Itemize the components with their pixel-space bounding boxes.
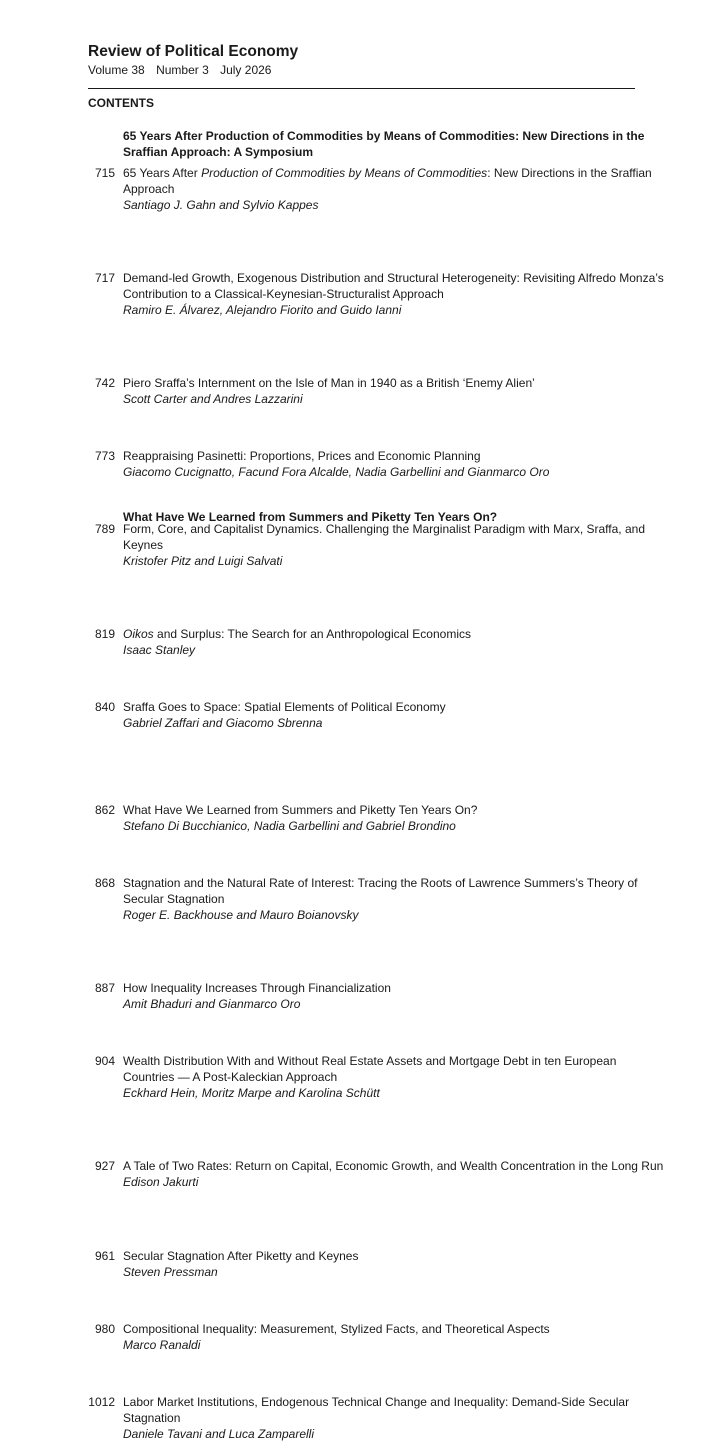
- page-number: 868: [94, 876, 115, 890]
- article-title[interactable]: Stagnation and the Natural Rate of Interest: Tracing the Roots of Lawrence Summers’s Theory of Secular Stagnation: [123, 876, 638, 906]
- article-title[interactable]: What Have We Learned from Summers and Piketty Ten Years On?: [123, 803, 478, 817]
- toc-entry[interactable]: [88, 1248, 670, 1280]
- article-title[interactable]: Compositional Inequality: Measurement, Stylized Facts, and Theoretical Aspects: [123, 1322, 550, 1336]
- article-title[interactable]: A Tale of Two Rates: Return on Capital, Economic Growth, and Wealth Concentration in the Long Run: [123, 1159, 664, 1173]
- page-number: 717: [94, 271, 115, 285]
- page-number: 789: [94, 522, 115, 536]
- toc-entry[interactable]: [88, 1394, 670, 1442]
- page-number: 715: [94, 166, 115, 180]
- page-number: 862: [94, 803, 115, 817]
- article-authors: Steven Pressman: [123, 1265, 218, 1279]
- number: Number 3: [156, 63, 209, 77]
- article-title[interactable]: Demand-led Growth, Exogenous Distribution and Structural Heterogeneity: Revisiting Alfredo Monza’s Contribution to a Classical-Keynesian-Structuralist Approach: [123, 271, 664, 301]
- page-number: 742: [94, 376, 115, 390]
- page-number: 840: [94, 700, 115, 714]
- issue-date: July 2026: [220, 63, 272, 77]
- toc-entry[interactable]: [88, 980, 670, 1012]
- article-authors: Kristofer Pitz and Luigi Salvati: [123, 554, 283, 568]
- article-authors: Marco Ranaldi: [123, 1338, 201, 1352]
- article-title[interactable]: Wealth Distribution With and Without Real Estate Assets and Mortgage Debt in ten European Countries — A Post-Kaleckian Approach: [123, 1054, 617, 1084]
- article-title[interactable]: Labor Market Institutions, Endogenous Technical Change and Inequality: Demand-Side Secular Stagnation: [123, 1395, 630, 1425]
- header-rule: [88, 88, 635, 89]
- page-number: 927: [94, 1159, 115, 1173]
- article-authors: Roger E. Backhouse and Mauro Boianovsky: [123, 908, 359, 922]
- section-heading: 65 Years After Production of Commodities by Means of Commodities: New Directions in the Sraffian Approach: A Symposium: [123, 129, 645, 159]
- toc-entry[interactable]: [88, 521, 670, 569]
- toc-entry[interactable]: [88, 448, 670, 480]
- article-title[interactable]: How Inequality Increases Through Financialization: [123, 981, 391, 995]
- toc-entry[interactable]: [88, 1321, 670, 1353]
- page-number: 961: [94, 1249, 115, 1263]
- article-authors: Daniele Tavani and Luca Zamparelli: [123, 1427, 315, 1441]
- page-number: 887: [94, 981, 115, 995]
- page-number: 819: [94, 627, 115, 641]
- page-number: 1012: [88, 1395, 115, 1409]
- toc-entry[interactable]: [88, 375, 670, 407]
- article-title[interactable]: 65 Years After Production of Commodities by Means of Commodities: New Directions in the Sraffian Approach: [123, 166, 652, 196]
- article-title[interactable]: Form, Core, and Capitalist Dynamics. Challenging the Marginalist Paradigm with Marx, Sraffa, and Keynes: [123, 522, 645, 552]
- article-authors: Stefano Di Bucchianico, Nadia Garbellini and Gabriel Brondino: [123, 819, 456, 833]
- journal-title: Review of Political Economy: [88, 43, 299, 60]
- page-number: 980: [94, 1322, 115, 1336]
- toc-entry[interactable]: [88, 165, 670, 213]
- toc-entry[interactable]: [88, 270, 670, 318]
- toc-entry[interactable]: [88, 626, 670, 658]
- article-title[interactable]: Piero Sraffa’s Internment on the Isle of Man in 1940 as a British ‘Enemy Alien’: [123, 376, 535, 390]
- section-heading: What Have We Learned from Summers and Piketty Ten Years On?: [123, 510, 498, 524]
- article-title[interactable]: Secular Stagnation After Piketty and Keynes: [123, 1249, 359, 1263]
- article-authors: Ramiro E. Álvarez, Alejandro Fiorito and Guido Ianni: [123, 303, 402, 317]
- issue-line: [88, 63, 279, 77]
- toc-entry[interactable]: [88, 1158, 670, 1190]
- article-authors: Scott Carter and Andres Lazzarini: [123, 392, 303, 406]
- article-authors: Isaac Stanley: [123, 643, 196, 657]
- article-authors: Santiago J. Gahn and Sylvio Kappes: [123, 198, 319, 212]
- article-authors: Gabriel Zaffari and Giacomo Sbrenna: [123, 716, 323, 730]
- contents-heading: CONTENTS: [88, 96, 154, 110]
- article-authors: Giacomo Cucignatto, Facund Fora Alcalde, Nadia Garbellini and Gianmarco Oro: [123, 465, 550, 479]
- article-authors: Edison Jakurti: [123, 1175, 199, 1189]
- toc-page: [88, 0, 664, 1441]
- page-number: 904: [94, 1054, 115, 1068]
- toc-entry[interactable]: [88, 1053, 670, 1101]
- volume: Volume 38: [88, 63, 145, 77]
- article-title[interactable]: Reappraising Pasinetti: Proportions, Prices and Economic Planning: [123, 449, 481, 463]
- article-authors: Amit Bhaduri and Gianmarco Oro: [123, 997, 301, 1011]
- article-authors: Eckhard Hein, Moritz Marpe and Karolina Schütt: [123, 1086, 380, 1100]
- toc-entry[interactable]: [88, 699, 670, 731]
- article-title[interactable]: Oikos and Surplus: The Search for an Anthropological Economics: [123, 627, 471, 641]
- page-number: 773: [94, 449, 115, 463]
- article-title[interactable]: Sraffa Goes to Space: Spatial Elements of Political Economy: [123, 700, 446, 714]
- toc-entry[interactable]: [88, 802, 670, 834]
- toc-entry[interactable]: [88, 875, 670, 923]
